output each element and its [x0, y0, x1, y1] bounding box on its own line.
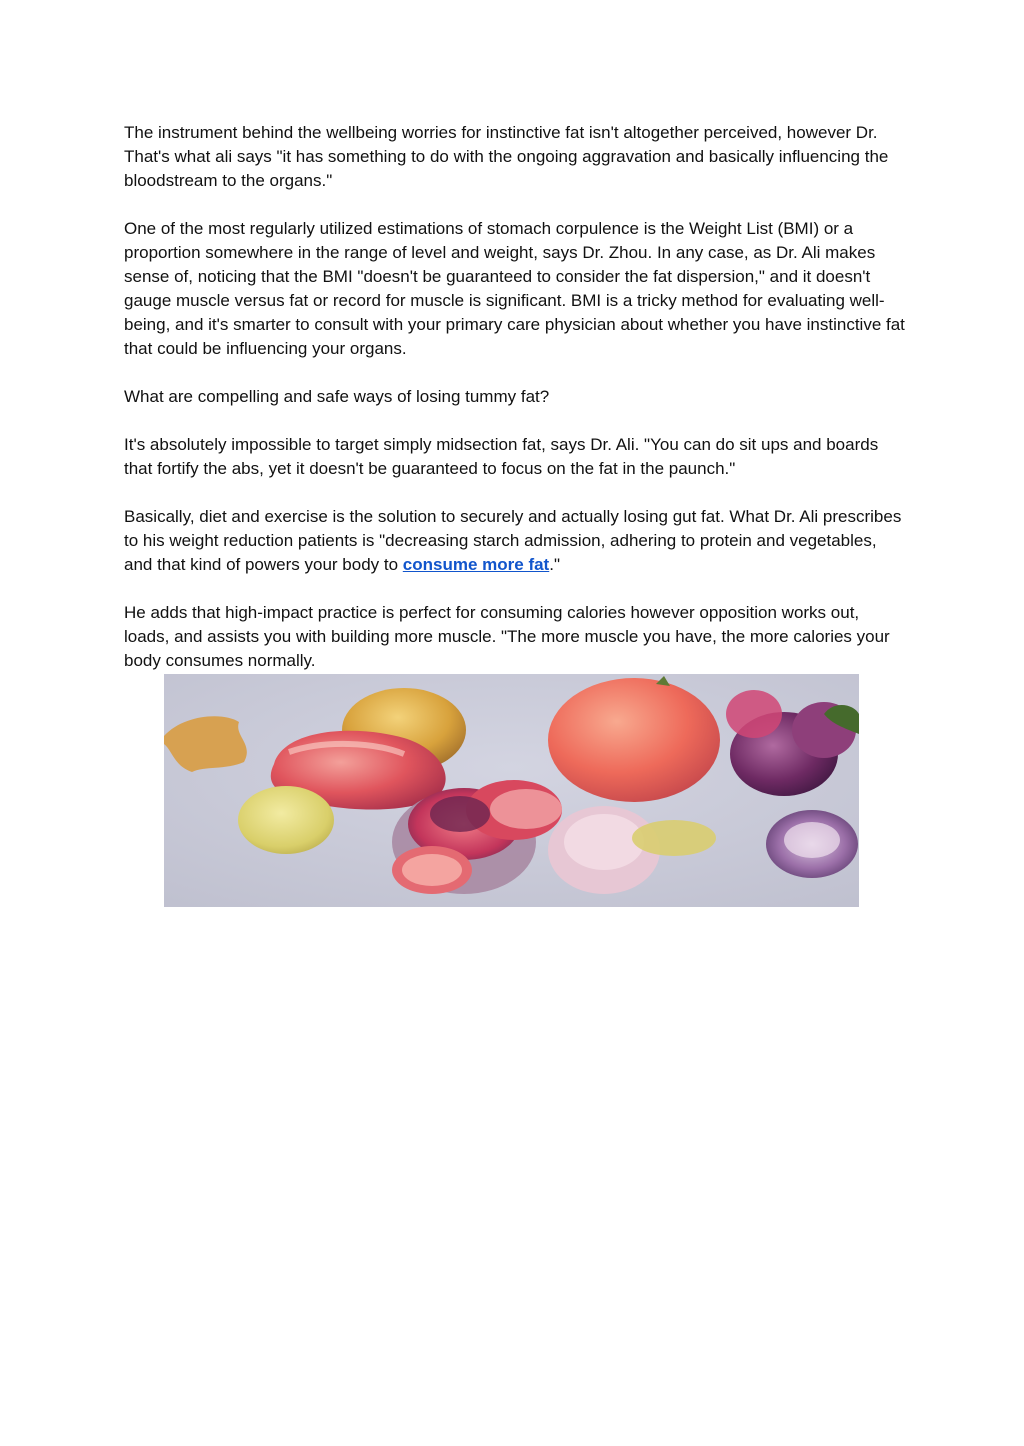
paragraph-4: It's absolutely impossible to target simply midsection fat, says Dr. Ali. "You can do sit ups and boards that fortify the abs, yet it doesn't be guaranteed to focus on the fat in the paunch."	[124, 435, 879, 478]
paragraph-2: One of the most regularly utilized estimations of stomach corpulence is the Weight List (BMI) or a proportion somewhere in the range of level and weight, says Dr. Zhou. In any case, as Dr. Ali makes sense of, noticing that the BMI "doesn't be guaranteed to consider the fat dispersion," and it doesn't gauge muscle versus fat or record for muscle is significant. BMI is a tricky method for evaluating well-being, and it's smarter to consult with your primary care physician about whether you have instinctive fat that could be influencing your organs.	[124, 219, 905, 358]
consume-more-fat-link[interactable]: consume more fat	[402, 555, 550, 574]
document-body	[124, 121, 908, 677]
fruit-illustration-image	[164, 674, 859, 907]
paragraph-1: The instrument behind the wellbeing worries for instinctive fat isn't altogether perceived, however Dr. That's what ali says "it has something to do with the ongoing aggravation and basically influencing the bloodstream to the organs."	[124, 123, 889, 190]
paragraph-5	[124, 505, 908, 577]
paragraph-5-text-after: ."	[549, 555, 560, 574]
paragraph-3-question: What are compelling and safe ways of losing tummy fat?	[124, 387, 550, 406]
paragraph-6: He adds that high-impact practice is perfect for consuming calories however opposition works out, loads, and assists you with building more muscle. "The more muscle you have, the more calories your body consumes normally.	[124, 603, 890, 670]
paragraph-5-text-before: Basically, diet and exercise is the solution to securely and actually losing gut fat. What Dr. Ali prescribes to his weight reduction patients is "decreasing starch admission, adhering to protein and vegetables, and that kind of powers your body to	[124, 507, 902, 574]
